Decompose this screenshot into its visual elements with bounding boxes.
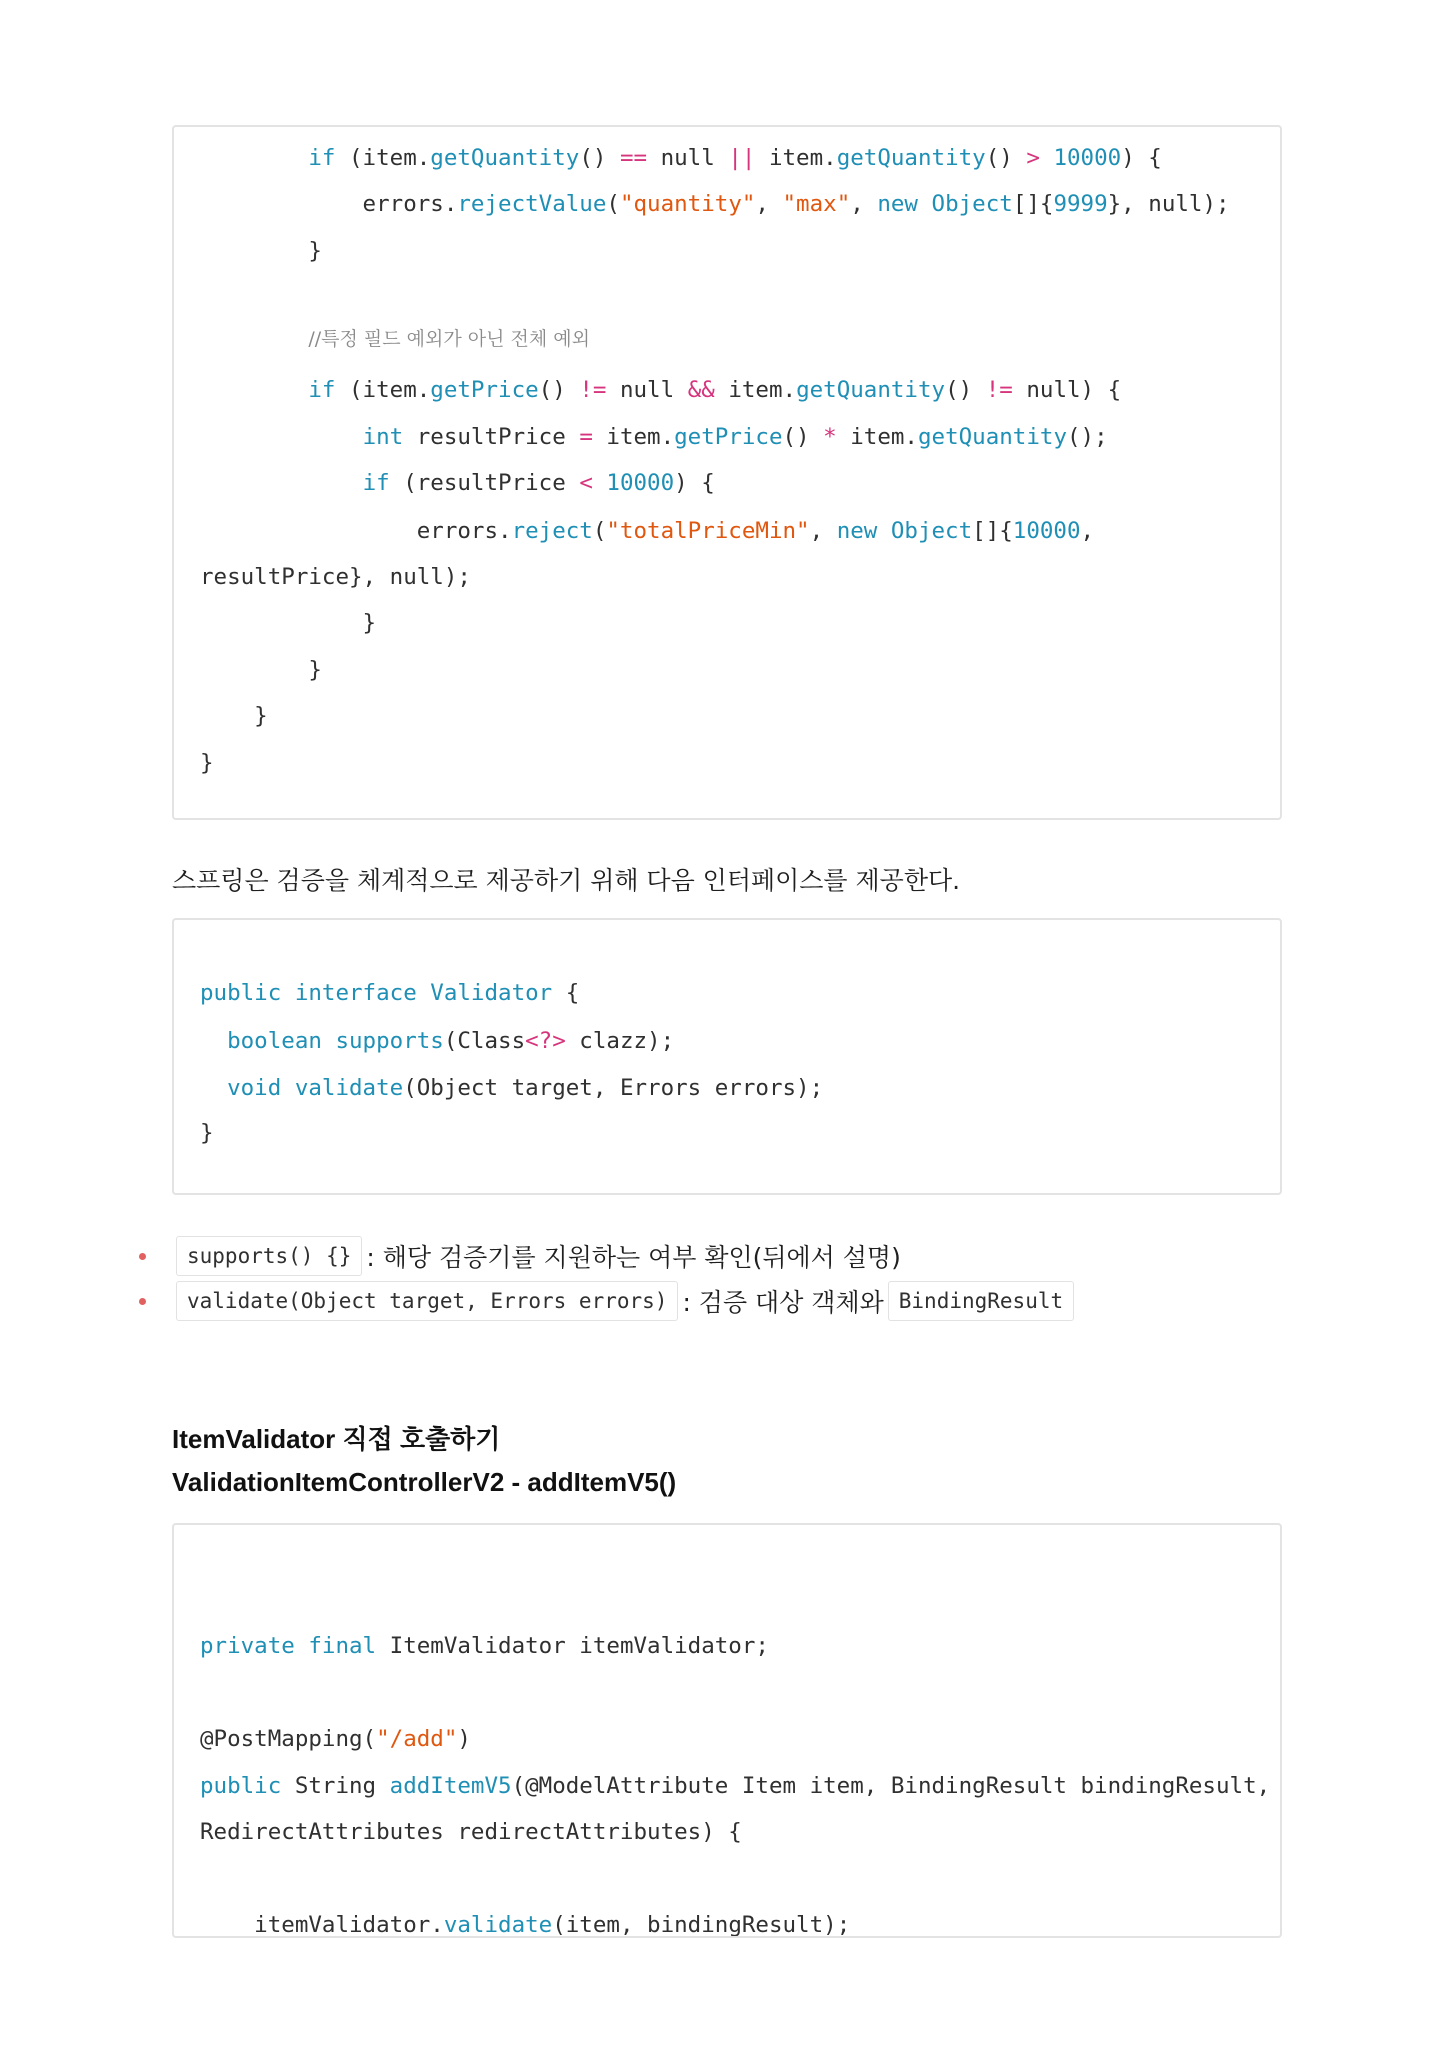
code-line bbox=[200, 468, 715, 498]
code-token: if bbox=[308, 145, 336, 171]
code-token: boolean bbox=[227, 1028, 322, 1054]
code-token: , bbox=[1080, 518, 1095, 544]
code-token: interface bbox=[294, 980, 417, 1006]
code-token: "/add" bbox=[376, 1726, 458, 1752]
code-line bbox=[200, 375, 1121, 405]
code-token: getPrice bbox=[430, 377, 539, 403]
code-token: resultPrice}, null); bbox=[200, 564, 471, 590]
code-token: }, null); bbox=[1107, 191, 1230, 217]
code-line bbox=[200, 236, 322, 266]
code-token: (resultPrice bbox=[389, 470, 580, 496]
bullet-validate bbox=[136, 1279, 1074, 1323]
code-line bbox=[200, 516, 1094, 546]
code-token: (item. bbox=[335, 145, 431, 171]
code-token: getQuantity bbox=[917, 424, 1067, 450]
code-line bbox=[200, 1118, 214, 1148]
code-token: addItemV5 bbox=[389, 1773, 512, 1799]
section-subheading: ValidationItemControllerV2 - addItemV5() bbox=[172, 1467, 677, 1497]
code-token: Validator bbox=[430, 980, 553, 1006]
code-token: , bbox=[850, 191, 878, 217]
code-token: getQuantity bbox=[836, 145, 986, 171]
code-token: []{ bbox=[1012, 191, 1054, 217]
code-token: 9999 bbox=[1053, 191, 1108, 217]
code-token: } bbox=[200, 1120, 214, 1146]
code-token bbox=[281, 980, 295, 1006]
code-token: getQuantity bbox=[430, 145, 580, 171]
code-token: (item, bindingResult); bbox=[552, 1912, 851, 1938]
code-token: supports bbox=[335, 1028, 444, 1054]
code-token: itemValidator. bbox=[200, 1912, 444, 1938]
code-token: private bbox=[200, 1633, 295, 1659]
code-token bbox=[1040, 145, 1054, 171]
code-line bbox=[200, 1771, 1270, 1801]
code-token: Object bbox=[931, 191, 1013, 217]
code-token: String bbox=[281, 1773, 390, 1799]
code-token: 10000 bbox=[1012, 518, 1081, 544]
code-token: (); bbox=[1067, 424, 1108, 450]
code-token: ) bbox=[457, 1726, 471, 1752]
code-token: int bbox=[362, 424, 404, 450]
code-line bbox=[200, 143, 1162, 173]
bullet-dot bbox=[139, 1298, 146, 1305]
code-token: { bbox=[552, 980, 580, 1006]
code-token: } bbox=[200, 238, 322, 264]
code-token bbox=[322, 1028, 336, 1054]
code-line bbox=[200, 189, 1230, 219]
code-token bbox=[200, 325, 308, 351]
code-token: ( bbox=[606, 191, 620, 217]
bullet-text-validate: : 검증 대상 객체와 bbox=[682, 1288, 884, 1317]
code-token bbox=[200, 145, 308, 171]
code-line bbox=[200, 1073, 823, 1103]
code-token: getQuantity bbox=[796, 377, 946, 403]
code-token: resultPrice bbox=[403, 424, 580, 450]
code-token: "totalPriceMin" bbox=[606, 518, 810, 544]
code-token: validate bbox=[294, 1075, 404, 1101]
code-token: if bbox=[362, 470, 390, 496]
code-line bbox=[200, 1631, 769, 1661]
code-token: Object bbox=[890, 518, 973, 544]
code-token: } bbox=[200, 657, 322, 683]
code-line bbox=[200, 1724, 471, 1754]
code-token: item. bbox=[714, 377, 797, 403]
code-token: null) { bbox=[1012, 377, 1122, 403]
code-token: () bbox=[945, 377, 986, 403]
code-line bbox=[200, 748, 214, 778]
code-token: final bbox=[308, 1633, 377, 1659]
code-line bbox=[200, 608, 376, 638]
code-token: RedirectAttributes redirectAttributes) { bbox=[200, 1819, 742, 1845]
code-line bbox=[200, 1026, 674, 1056]
code-token bbox=[918, 191, 932, 217]
inline-code-supports: supports() {} bbox=[176, 1236, 362, 1276]
code-token: //특정 필드 예외가 아닌 전체 예외 bbox=[308, 328, 590, 350]
code-token: clazz); bbox=[565, 1028, 675, 1054]
code-token: errors. bbox=[200, 518, 512, 544]
code-line bbox=[200, 422, 1108, 452]
code-block-validation-logic bbox=[172, 125, 1282, 820]
code-token: reject bbox=[511, 518, 593, 544]
code-token: errors. bbox=[200, 191, 458, 217]
code-token: @PostMapping( bbox=[200, 1726, 377, 1752]
code-token: != bbox=[985, 377, 1013, 403]
code-token: () bbox=[782, 424, 824, 450]
inline-code-bindingresult: BindingResult bbox=[888, 1281, 1074, 1321]
code-token: } bbox=[200, 703, 268, 729]
code-token: public bbox=[200, 1773, 282, 1799]
code-token: 10000 bbox=[606, 470, 675, 496]
code-token: null bbox=[647, 145, 729, 171]
code-token: rejectValue bbox=[457, 191, 607, 217]
code-token bbox=[200, 1028, 227, 1054]
code-token bbox=[295, 1633, 309, 1659]
code-token bbox=[200, 377, 308, 403]
bullet-supports bbox=[136, 1234, 905, 1278]
code-token: () bbox=[579, 145, 620, 171]
code-token: } bbox=[200, 750, 214, 776]
code-token: new bbox=[877, 191, 918, 217]
code-line bbox=[200, 562, 471, 592]
code-line bbox=[200, 978, 579, 1008]
bullet-dot bbox=[139, 1253, 146, 1260]
code-token: <?> bbox=[525, 1028, 566, 1054]
section-heading: ItemValidator 직접 호출하기 bbox=[172, 1424, 501, 1454]
code-token: * bbox=[823, 424, 837, 450]
code-line bbox=[200, 1817, 742, 1847]
code-token: ) { bbox=[674, 470, 715, 496]
code-token: public bbox=[200, 980, 282, 1006]
code-token: < bbox=[579, 470, 593, 496]
code-line bbox=[200, 323, 590, 354]
inline-code-validate: validate(Object target, Errors errors) bbox=[176, 1281, 678, 1321]
code-token: } bbox=[200, 610, 377, 636]
code-token: null bbox=[606, 377, 688, 403]
code-token: && bbox=[687, 377, 715, 403]
code-token bbox=[200, 470, 363, 496]
code-line bbox=[200, 701, 268, 731]
code-block-additemv5 bbox=[172, 1523, 1282, 1938]
code-block-validator-interface bbox=[172, 918, 1282, 1195]
code-token: = bbox=[579, 424, 593, 450]
code-token: != bbox=[579, 377, 607, 403]
code-token: ItemValidator itemValidator; bbox=[376, 1633, 769, 1659]
code-token: > bbox=[1026, 145, 1040, 171]
code-token: item. bbox=[836, 424, 918, 450]
code-token bbox=[417, 980, 431, 1006]
code-token: (Class bbox=[443, 1028, 526, 1054]
code-token: (item. bbox=[335, 377, 431, 403]
code-token: item. bbox=[755, 145, 837, 171]
code-line bbox=[200, 655, 322, 685]
code-token: []{ bbox=[972, 518, 1013, 544]
bullet-text-supports: : 해당 검증기를 지원하는 여부 확인(뒤에서 설명) bbox=[366, 1243, 901, 1272]
code-token bbox=[281, 1075, 295, 1101]
code-token: (@ModelAttribute Item item, BindingResult bindingResult, bbox=[511, 1773, 1271, 1799]
code-token: , bbox=[755, 191, 783, 217]
code-token: || bbox=[728, 145, 756, 171]
code-token: validate bbox=[443, 1912, 553, 1938]
intro-paragraph: 스프링은 검증을 체계적으로 제공하기 위해 다음 인터페이스를 제공한다. bbox=[172, 866, 961, 895]
code-token: == bbox=[619, 145, 648, 171]
code-token: , bbox=[809, 518, 837, 544]
code-token: () bbox=[538, 377, 580, 403]
code-token: (Object target, Errors errors); bbox=[403, 1075, 824, 1101]
code-token: void bbox=[227, 1075, 282, 1101]
code-token: new bbox=[836, 518, 878, 544]
code-token: () bbox=[985, 145, 1027, 171]
code-line bbox=[200, 1910, 850, 1938]
code-token: ( bbox=[592, 518, 607, 544]
code-token: item. bbox=[592, 424, 675, 450]
code-token: if bbox=[308, 377, 336, 403]
code-token bbox=[200, 1075, 227, 1101]
code-token: 10000 bbox=[1053, 145, 1122, 171]
code-token: "max" bbox=[782, 191, 851, 217]
code-token bbox=[200, 424, 363, 450]
code-token: getPrice bbox=[674, 424, 783, 450]
code-token bbox=[593, 470, 607, 496]
code-token: ) { bbox=[1121, 145, 1162, 171]
code-token bbox=[877, 518, 891, 544]
code-token: "quantity" bbox=[619, 191, 756, 217]
